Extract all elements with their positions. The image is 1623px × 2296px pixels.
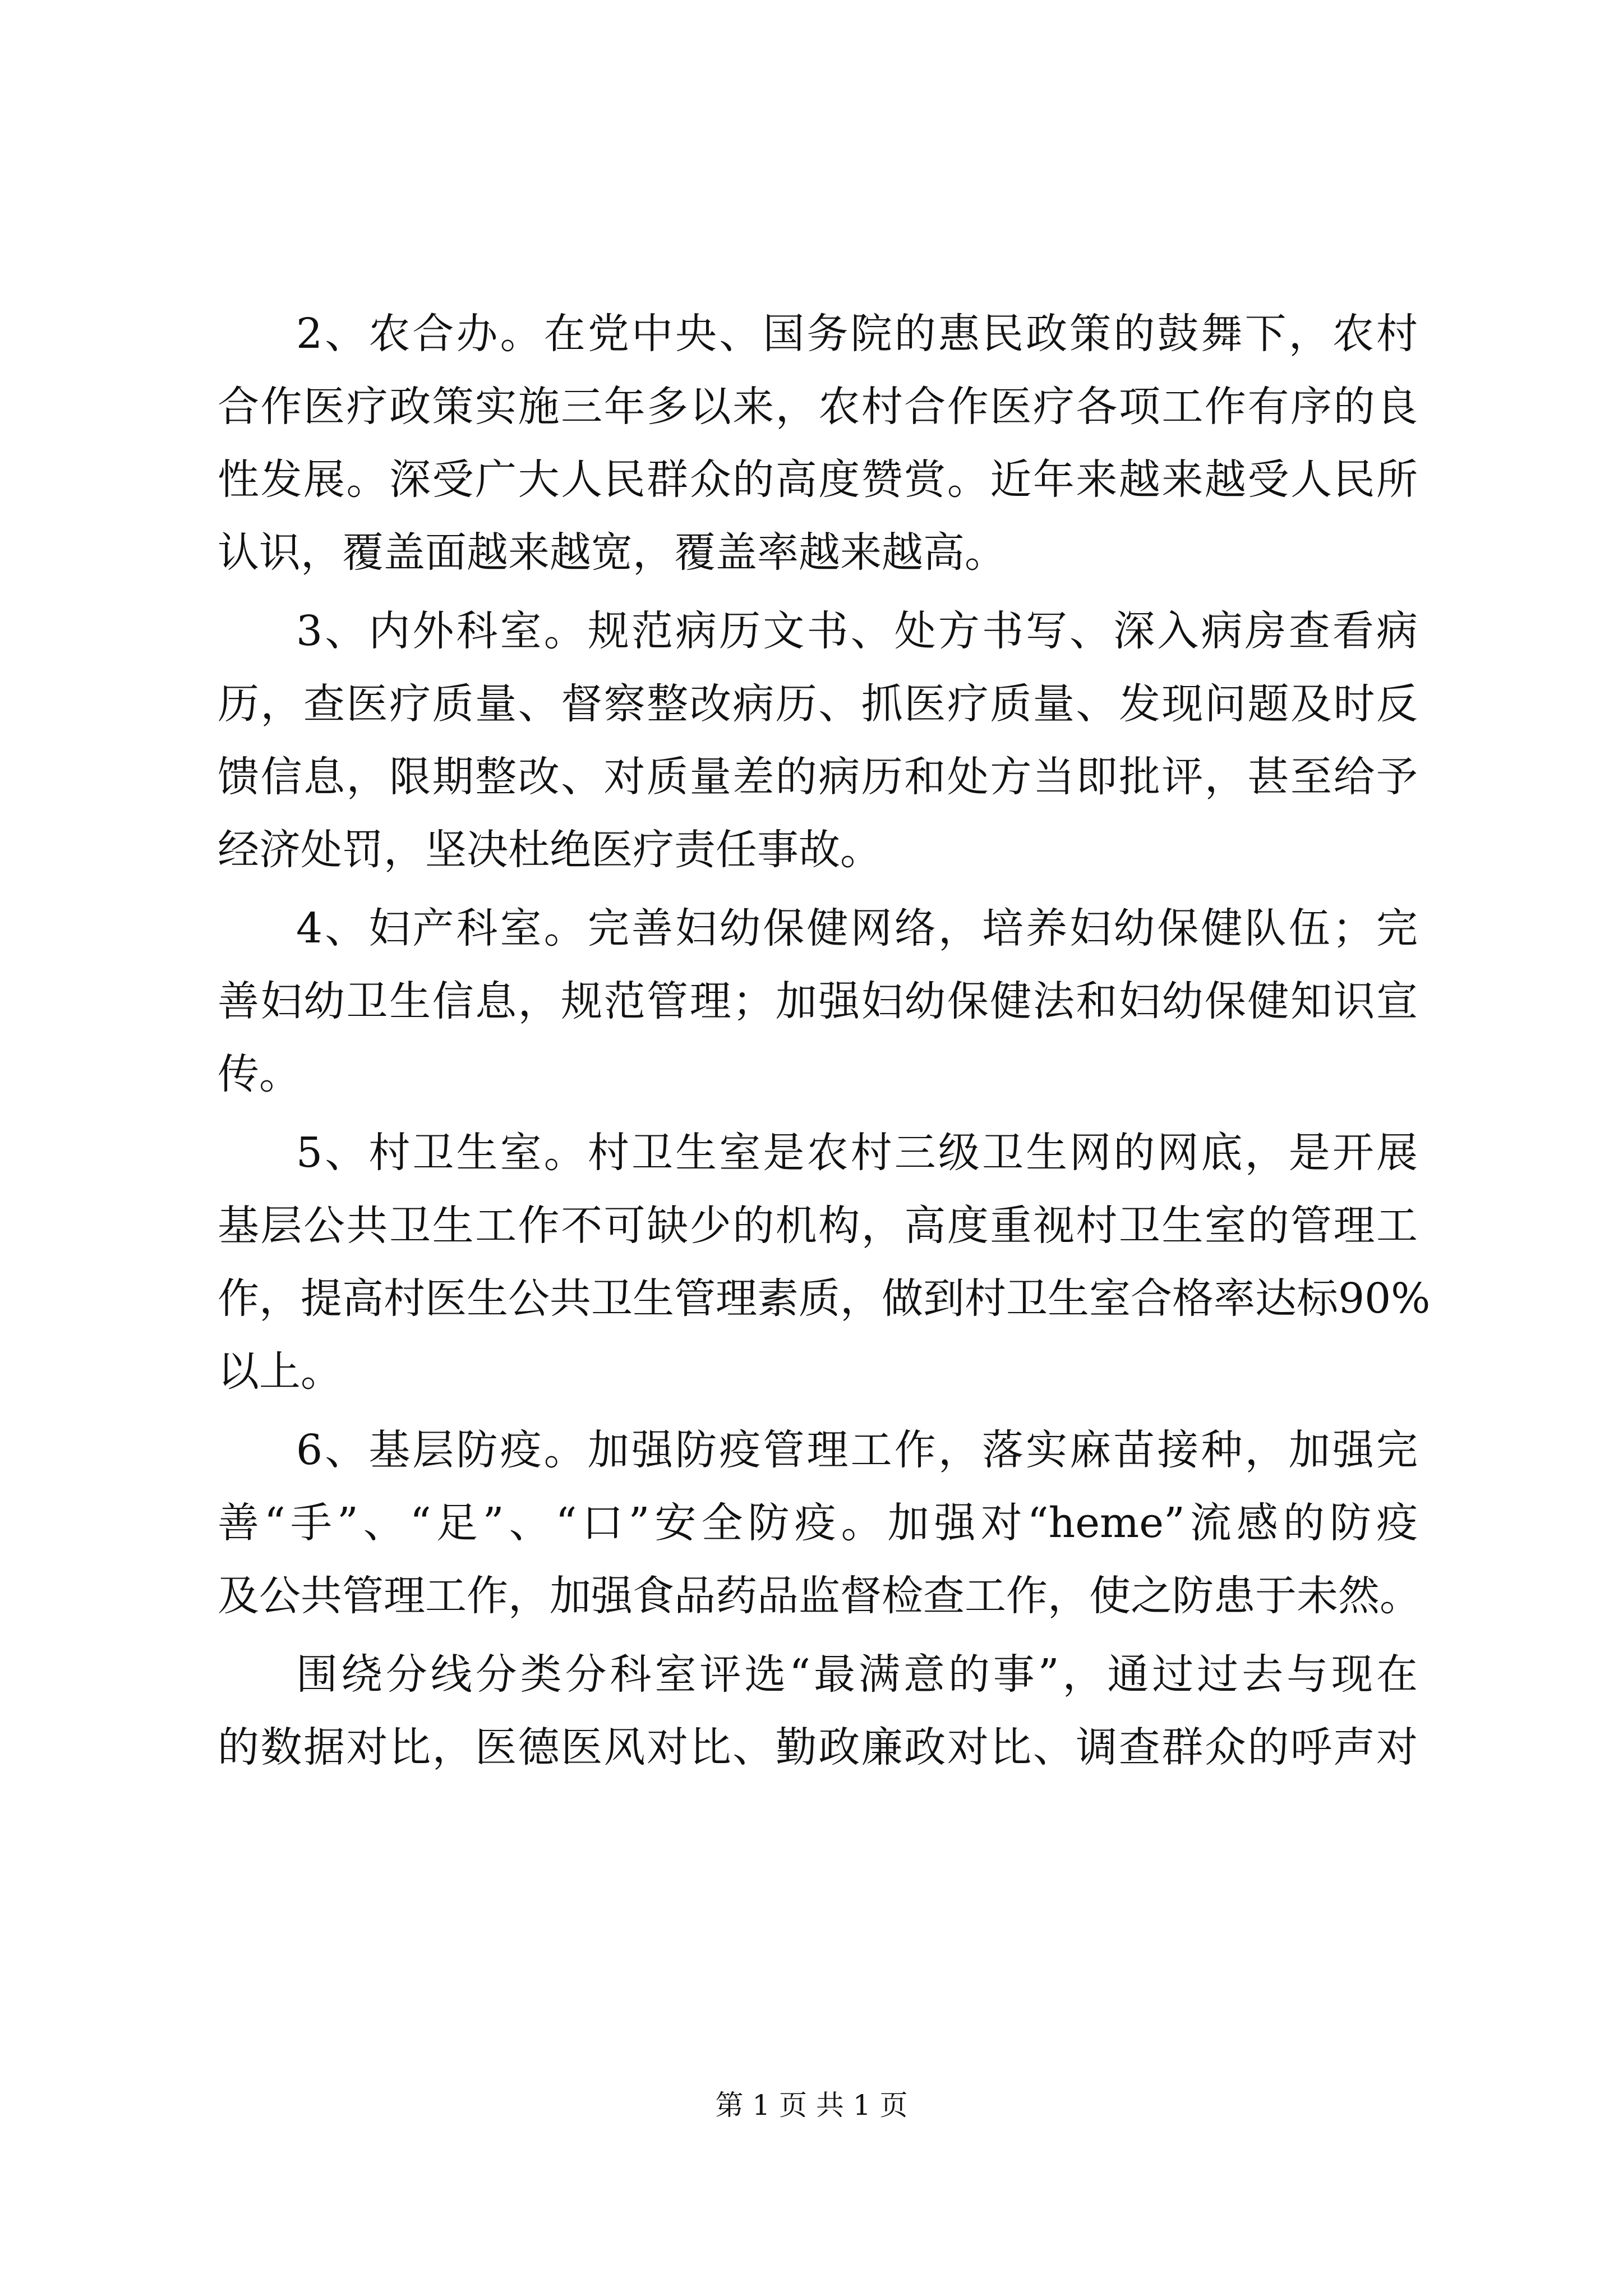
text-line: 围绕分线分类分科室评选“最满意的事”，通过过去与现在 — [296, 1650, 1418, 1699]
text-line: 性发展。深受广大人民群众的高度赞赏。近年来越来越受人民所 — [218, 455, 1418, 504]
text-line: 合作医疗政策实施三年多以来，农村合作医疗各项工作有序的良 — [218, 383, 1418, 431]
text-line: 4、妇产科室。完善妇幼保健网络，培养妇幼保健队伍；完 — [296, 904, 1418, 953]
text-line: 传。 — [218, 1050, 301, 1098]
text-line: 经济处罚，坚决杜绝医疗责任事故。 — [218, 826, 882, 874]
text-line: 善“手”、“足”、“口”安全防疫。加强对“heme”流感的防疫 — [218, 1499, 1418, 1547]
text-line: 基层公共卫生工作不可缺少的机构，高度重视村卫生室的管理工 — [218, 1202, 1418, 1250]
text-line: 馈信息，限期整改、对质量差的病历和处方当即批评，甚至给予 — [218, 753, 1418, 801]
text-line: 作，提高村医生公共卫生管理素质，做到村卫生室合格率达标90% — [218, 1274, 1431, 1323]
text-line: 认识，覆盖面越来越宽，覆盖率越来越高。 — [218, 528, 1006, 577]
text-line: 以上。 — [218, 1347, 342, 1396]
text-line: 2、农合办。在党中央、国务院的惠民政策的鼓舞下，农村 — [296, 310, 1418, 358]
text-line: 善妇幼卫生信息，规范管理；加强妇幼保健法和妇幼保健知识宣 — [218, 977, 1418, 1025]
text-line: 3、内外科室。规范病历文书、处方书写、深入病房查看病 — [296, 607, 1418, 655]
text-line: 6、基层防疫。加强防疫管理工作，落实麻苗接种，加强完 — [296, 1426, 1418, 1474]
page-number-footer: 第 1 页 共 1 页 — [715, 2089, 908, 2122]
text-line: 历，查医疗质量、督察整改病历、抓医疗质量、发现问题及时反 — [218, 680, 1418, 728]
text-line: 及公共管理工作，加强食品药品监督检查工作，使之防患于未然。 — [218, 1572, 1421, 1620]
text-line: 的数据对比，医德医风对比、勤政廉政对比、调查群众的呼声对 — [218, 1723, 1418, 1772]
text-line: 5、村卫生室。村卫生室是农村三级卫生网的网底，是开展 — [296, 1129, 1418, 1177]
